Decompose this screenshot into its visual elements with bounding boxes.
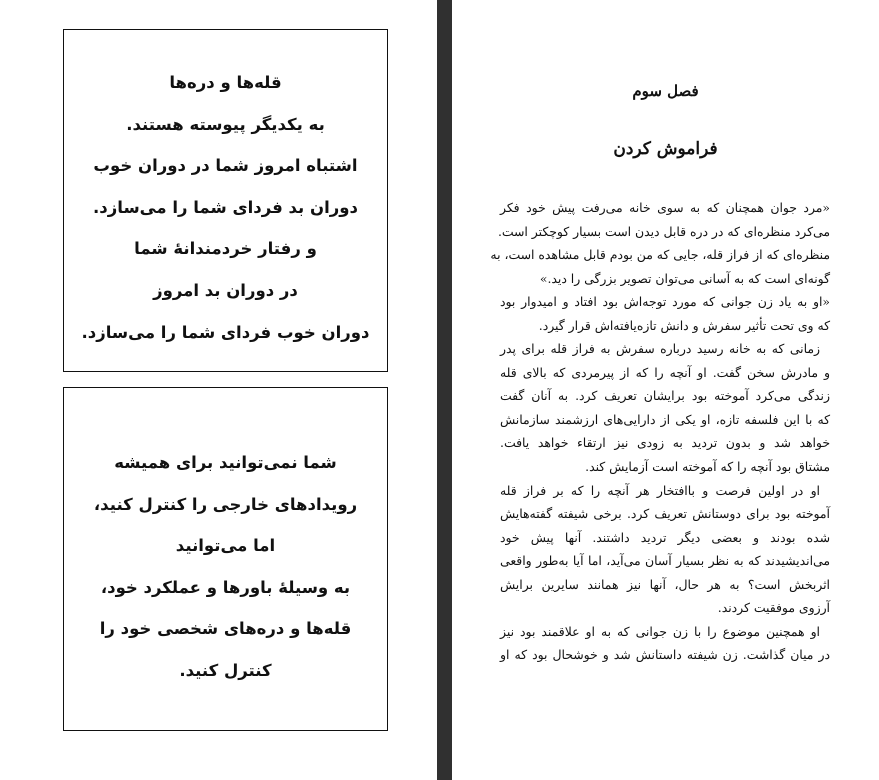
text-line: او در اولین فرصت و باافتخار هر آنچه را که بر فراز قله xyxy=(500,482,820,498)
quote-box-peaks-valleys xyxy=(63,29,388,372)
quote-line: کنترل کنید. xyxy=(179,660,272,680)
quote-box-control xyxy=(63,387,388,731)
quote-line: رویدادهای خارجی را کنترل کنید، xyxy=(93,494,358,514)
quote-line: قله‌ها و دره‌ها xyxy=(169,73,282,92)
quote-line: در دوران بد امروز xyxy=(153,280,298,300)
quote-line: و رفتار خردمندانهٔ شما xyxy=(134,239,317,259)
quote-line: اشتباه امروز شما در دوران خوب xyxy=(93,156,358,176)
quote-line: قله‌ها و دره‌های شخصی خود را xyxy=(99,619,352,638)
quote-line: به یکدیگر پیوسته هستند. xyxy=(126,114,325,134)
chapter-title: فراموش کردن xyxy=(613,139,718,159)
text-line: می‌اندیشیدند که به نظر بسیار آسان می‌آید، اما آیا به‌طور واقعی xyxy=(500,553,830,569)
text-line: او همچنین موضوع را با زن جوانی که به او علاقمند بود نیز xyxy=(500,623,820,639)
text-line: «او به یاد زن جوانی که مورد توجه‌اش بود افتاد و امیدوار بود xyxy=(500,294,830,310)
text-line: می‌کرد منظره‌ای که در دره قابل دیدن است بسیار کوچکتر است. xyxy=(497,223,830,239)
text-line: که با این فلسفه تازه، او یکی از دارایی‌های ارزشمند سازمانش xyxy=(500,411,830,427)
text-line: زندگی می‌کرد آموخته بود برایشان تعریف کرد. به آنان گفت xyxy=(500,388,830,404)
text-line: منظره‌ای که از فراز قله، جایی که من بودم قابل مشاهده است، به xyxy=(490,247,830,263)
text-line: گونه‌ای است که به آسانی می‌توان تصویر بزرگی را دید.» xyxy=(539,270,830,286)
chapter-body-text xyxy=(490,196,830,667)
quote-line: به وسیلهٔ باورها و عملکرد خود، xyxy=(100,577,351,597)
text-line: «مرد جوان همچنان که به سوی خانه می‌رفت پیش خود فکر xyxy=(500,200,830,215)
text-line: شده بودند و بعضی دیگر تردید داشتند. آنها پیش خود xyxy=(500,529,830,545)
text-line: در میان گذاشت. زن شیفته داستانش شد و خوشحال بود که او xyxy=(500,647,830,663)
text-line: زمانی که به خانه رسید درباره سفرش به فراز قله برای پدر xyxy=(500,341,820,357)
quote-line: اما می‌توانید xyxy=(175,536,276,555)
text-line: که وی تحت تأثیر سفرش و دانش تازه‌یافته‌اش قرار گیرد. xyxy=(538,317,830,333)
text-line: آموخته بود برای دوستانش تعریف کرد. برخی شیفته گفته‌هایش xyxy=(500,506,830,522)
left-page xyxy=(0,0,437,780)
text-line: اثربخش است؟ به هر حال، آنها نیز همانند سایرین برایش xyxy=(500,576,830,592)
quote-line: شما نمی‌توانید برای همیشه xyxy=(114,453,337,472)
quote-line: دوران بد فردای شما را می‌سازد. xyxy=(93,197,358,217)
text-line: مشتاق بود آنچه را که آموخته است آزمایش کند. xyxy=(585,459,830,475)
text-line: خواهد شد و بدون تردید به زودی نیز ارتقاء خواهد یافت. xyxy=(500,435,830,451)
page-gutter xyxy=(437,0,452,780)
right-page xyxy=(452,0,879,780)
text-line: و مادرش سخن گفت. او آنچه را که از پیرمردی که بالای قله xyxy=(500,364,830,380)
text-line: آرزوی موفقیت کردند. xyxy=(717,600,830,616)
quote-line: دوران خوب فردای شما را می‌سازد. xyxy=(81,322,370,342)
chapter-label: فصل سوم xyxy=(632,82,699,100)
